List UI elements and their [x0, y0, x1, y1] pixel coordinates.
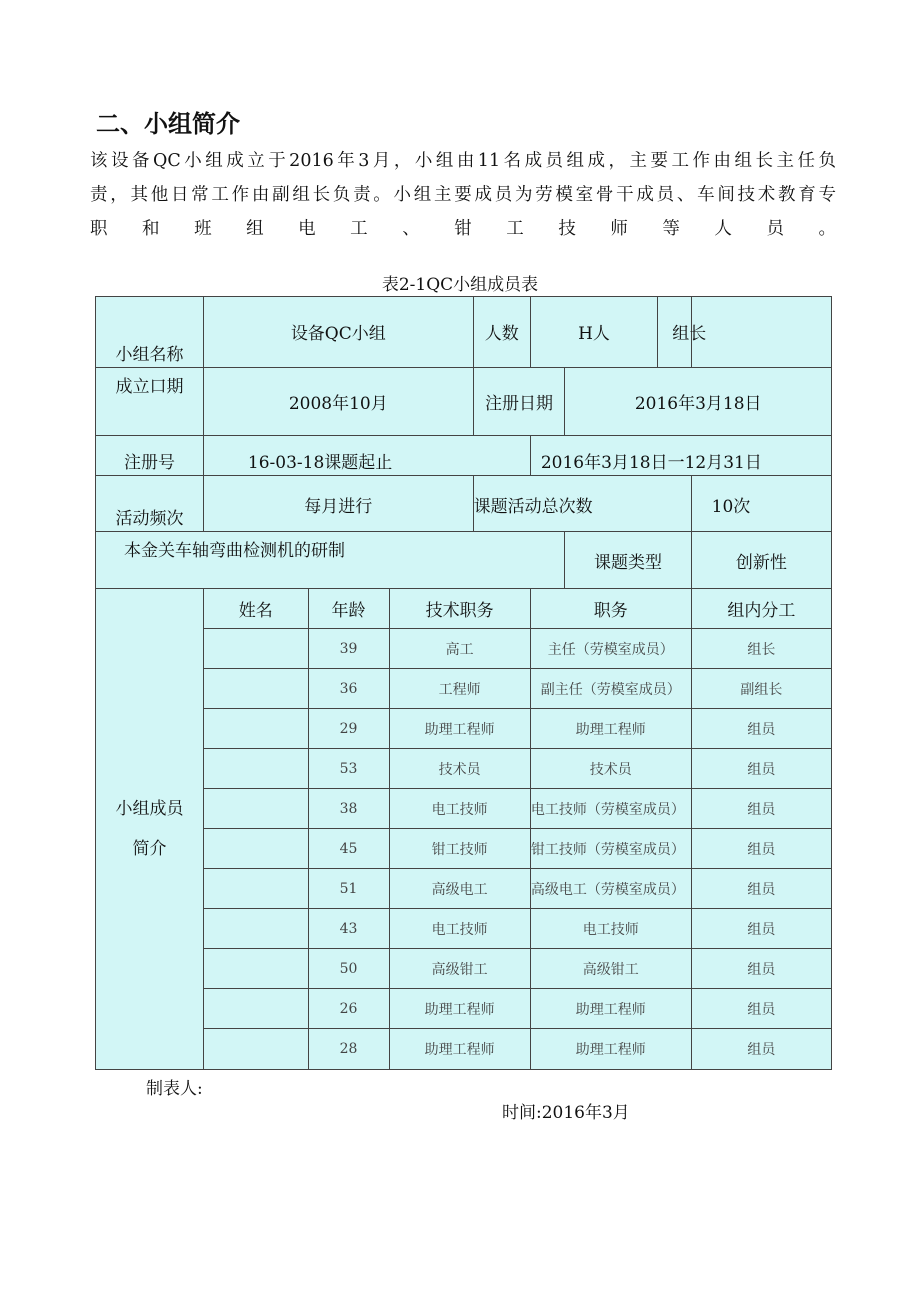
- topic-type-label: 课题类型: [565, 532, 691, 589]
- info-row-reg: [96, 436, 832, 476]
- table-row: [96, 829, 832, 869]
- table-maker-label: 制表人:: [146, 1079, 203, 1099]
- table-row: [96, 709, 832, 749]
- member-name: [203, 829, 308, 869]
- member-position: 电工技师: [530, 909, 691, 949]
- member-name: [203, 1029, 308, 1070]
- member-name: [203, 989, 308, 1029]
- table-row: [96, 749, 832, 789]
- member-role: 组长: [691, 629, 831, 669]
- table-row: [96, 989, 832, 1029]
- info-row-founded: [96, 368, 832, 436]
- member-title: 电工技师: [389, 909, 530, 949]
- members-header-row: [96, 589, 832, 629]
- member-title: 助理工程师: [389, 709, 530, 749]
- info-row-name: [96, 297, 832, 368]
- member-age: 51: [308, 869, 389, 909]
- section-heading: 二、小组简介: [96, 110, 240, 138]
- table-row: [96, 869, 832, 909]
- member-title: 高级电工: [389, 869, 530, 909]
- intro-line-1: 该设备QC小组成立于2016年3月，小组由11名成员组成，主要工作由组长主任负: [90, 151, 836, 171]
- member-age: 29: [308, 709, 389, 749]
- member-name: [203, 869, 308, 909]
- table-row: [96, 909, 832, 949]
- reg-no-value: 16-03-18课题起止: [203, 436, 530, 476]
- member-name: [203, 909, 308, 949]
- header-position: 职务: [530, 589, 691, 629]
- member-role: 组员: [691, 989, 831, 1029]
- topic-value: 本金关车轴弯曲检测机的研制: [96, 532, 565, 589]
- member-role: 组员: [691, 869, 831, 909]
- member-name: [203, 629, 308, 669]
- member-title: 技术员: [389, 749, 530, 789]
- header-title: 技术职务: [389, 589, 530, 629]
- members-label-line-2: 简介: [132, 839, 167, 859]
- member-position: 副主任（劳模室成员）: [530, 669, 691, 709]
- activity-label: 活动频次: [96, 476, 204, 532]
- intro-paragraph: [90, 144, 836, 246]
- count-label: 人数: [473, 297, 530, 368]
- count-value: H人: [530, 297, 657, 368]
- member-age: 39: [308, 629, 389, 669]
- intro-line-2: 责，其他日常工作由副组长负责。小组主要成员为劳模室骨干成员、车间技术教育专: [90, 185, 836, 205]
- member-title: 电工技师: [389, 789, 530, 829]
- header-role: 组内分工: [691, 589, 831, 629]
- table-row: [96, 629, 832, 669]
- group-name-label: 小组名称: [96, 297, 204, 368]
- header-age: 年龄: [308, 589, 389, 629]
- table-caption: 表2-1QC小组成员表: [381, 275, 539, 295]
- topic-type-value: 创新性: [691, 532, 831, 589]
- member-age: 53: [308, 749, 389, 789]
- member-age: 38: [308, 789, 389, 829]
- total-label: 课题活动总次数: [473, 476, 691, 532]
- member-age: 43: [308, 909, 389, 949]
- member-position: 钳工技师（劳模室成员）: [530, 829, 691, 869]
- member-role: 组员: [691, 789, 831, 829]
- member-position: 助理工程师: [530, 1029, 691, 1070]
- header-name: 姓名: [203, 589, 308, 629]
- table-row: [96, 1029, 832, 1070]
- member-role: 组员: [691, 709, 831, 749]
- member-role: 组员: [691, 829, 831, 869]
- member-title: 工程师: [389, 669, 530, 709]
- members-section-label: [96, 589, 204, 1070]
- members-label-line-1: 小组成员: [115, 799, 184, 819]
- member-title: 助理工程师: [389, 989, 530, 1029]
- member-age: 45: [308, 829, 389, 869]
- leader-value: [691, 297, 831, 368]
- table-time-label: 时间:2016年3月: [502, 1103, 630, 1123]
- member-position: 助理工程师: [530, 989, 691, 1029]
- table-row: [96, 669, 832, 709]
- member-role: 组员: [691, 749, 831, 789]
- member-position: 主任（劳模室成员）: [530, 629, 691, 669]
- member-role: 组员: [691, 909, 831, 949]
- member-age: 28: [308, 1029, 389, 1070]
- member-name: [203, 669, 308, 709]
- group-name-value: 设备QC小组: [203, 297, 473, 368]
- info-row-topic: [96, 532, 832, 589]
- leader-label: 组长: [658, 297, 691, 368]
- qc-member-table: [95, 296, 832, 1070]
- member-title: 钳工技师: [389, 829, 530, 869]
- member-position: 高级电工（劳模室成员）: [530, 869, 691, 909]
- member-age: 26: [308, 989, 389, 1029]
- reg-date-label: 注册日期: [473, 368, 565, 436]
- member-title: 助理工程师: [389, 1029, 530, 1070]
- member-age: 50: [308, 949, 389, 989]
- member-role: 组员: [691, 1029, 831, 1070]
- table-row: [96, 789, 832, 829]
- member-age: 36: [308, 669, 389, 709]
- founded-label: 成立口期: [96, 368, 204, 436]
- reg-date-value: 2016年3月18日: [565, 368, 832, 436]
- member-position: 高级钳工: [530, 949, 691, 989]
- member-title: 高级钳工: [389, 949, 530, 989]
- member-title: 高工: [389, 629, 530, 669]
- member-position: 电工技师（劳模室成员）: [530, 789, 691, 829]
- founded-value: 2008年10月: [203, 368, 473, 436]
- info-row-activity: [96, 476, 832, 532]
- total-value: 10次: [691, 476, 831, 532]
- member-name: [203, 949, 308, 989]
- intro-line-3: 职 和 班 组 电 工 、 钳 工 技 师 等 人 员 。: [90, 219, 836, 239]
- member-name: [203, 749, 308, 789]
- period-value: 2016年3月18日一12月31日: [530, 436, 831, 476]
- member-role: 组员: [691, 949, 831, 989]
- activity-value: 每月进行: [203, 476, 473, 532]
- member-role: 副组长: [691, 669, 831, 709]
- member-position: 技术员: [530, 749, 691, 789]
- member-name: [203, 789, 308, 829]
- table-row: [96, 949, 832, 989]
- reg-no-label: 注册号: [96, 436, 204, 476]
- member-position: 助理工程师: [530, 709, 691, 749]
- member-name: [203, 709, 308, 749]
